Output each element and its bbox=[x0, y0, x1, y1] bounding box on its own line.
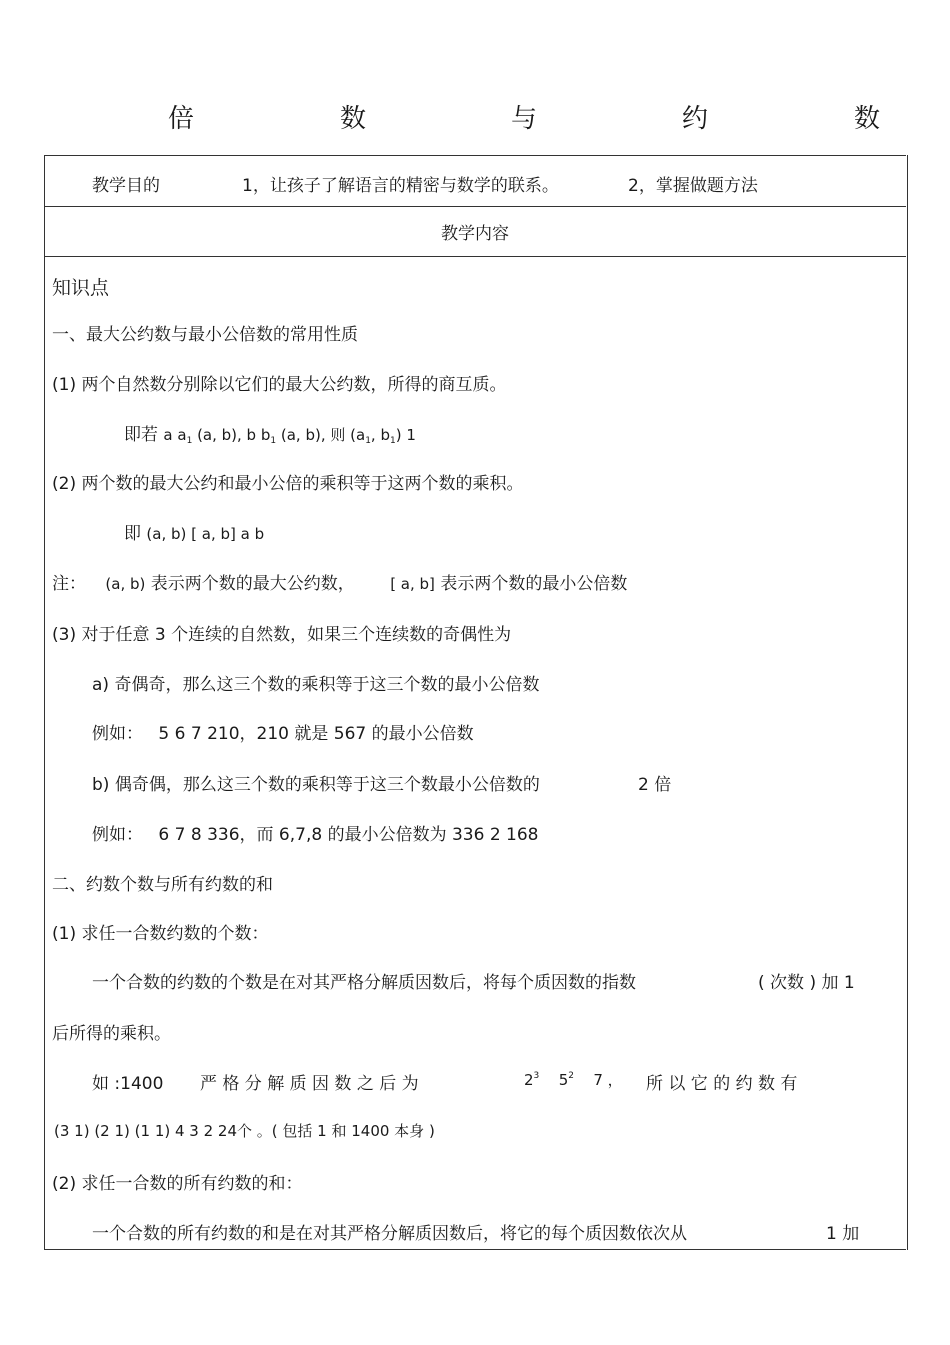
part2-q1-text-tail: ( 次数 ) 加 1 bbox=[758, 973, 855, 993]
part2-q1: (1) 求任一合数约数的个数： bbox=[52, 924, 269, 944]
part1-p3b-example: 例如： 6 7 8 336，而 6,7,8 的最小公倍数为 336 2 168 bbox=[92, 825, 539, 845]
part2-heading: 二、约数个数与所有约数的和 bbox=[52, 875, 273, 895]
part2-example-text: 严 格 分 解 质 因 数 之 后 为 bbox=[200, 1074, 419, 1094]
part2-example: 如 :1400 bbox=[92, 1074, 164, 1094]
part1-heading: 一、最大公约数与最小公倍数的常用性质 bbox=[52, 325, 358, 345]
content-header: 教学内容 bbox=[441, 224, 509, 244]
title-char: 数 bbox=[340, 104, 367, 134]
part2-q1-text: 一个合数的约数的个数是在对其严格分解质因数后，将每个质因数的指数 bbox=[92, 973, 636, 993]
part1-p1-formula: 即若 a $a_1$ (a, b), b $b_1$ (a, b), 则 ($a_1$, $b_1$) 1 bbox=[124, 425, 416, 446]
part1-p2-formula: 即 (a, b) [ a, b] a b bbox=[124, 524, 265, 544]
objective-label: 教学目的 bbox=[92, 176, 160, 196]
table-divider bbox=[44, 206, 906, 207]
part1-p3b-tail: 2 倍 bbox=[638, 775, 672, 795]
part1-p3a: a) 奇偶奇，那么这三个数的乘积等于这三个数的最小公倍数 bbox=[92, 675, 540, 695]
part2-q1-text-cont: 后所得的乘积。 bbox=[52, 1024, 171, 1044]
objective-item-2: 2，掌握做题方法 bbox=[628, 176, 758, 196]
document-title bbox=[0, 98, 950, 138]
part2-q2-text-tail: 1 加 bbox=[826, 1224, 860, 1244]
table-divider bbox=[44, 256, 906, 257]
part1-p1: (1) 两个自然数分别除以它们的最大公约数，所得的商互质。 bbox=[52, 375, 507, 395]
title-char: 与 bbox=[511, 104, 538, 134]
table-border-top bbox=[44, 155, 906, 156]
title-char: 约 bbox=[682, 104, 709, 134]
table-border-bottom bbox=[44, 1249, 906, 1250]
part1-p3: (3) 对于任意 3 个连续的自然数，如果三个连续数的奇偶性为 bbox=[52, 625, 512, 645]
part1-note: 注： (a, b) 表示两个数的最大公约数， [ a, b] 表示两个数的最小公倍数 bbox=[52, 574, 628, 594]
part2-q2: (2) 求任一合数的所有约数的和： bbox=[52, 1174, 303, 1194]
title-char: 倍 bbox=[168, 104, 195, 134]
part1-p2: (2) 两个数的最大公约和最小公倍的乘积等于这两个数的乘积。 bbox=[52, 474, 524, 494]
part1-p3a-example: 例如： 5 6 7 210，210 就是 567 的最小公倍数 bbox=[92, 724, 474, 744]
formula-lead: 即若 bbox=[124, 425, 158, 445]
section-knowledge: 知识点 bbox=[52, 277, 110, 299]
objective-item-1: 1，让孩子了解语言的精密与数学的联系。 bbox=[242, 176, 559, 196]
part2-example-tail: 所 以 它 的 约 数 有 bbox=[646, 1074, 798, 1094]
part2-example-calc: (3 1) (2 1) (1 1) 4 3 2 24个 。( 包括 1 和 1400 本身 ) bbox=[54, 1122, 435, 1140]
title-char: 数 bbox=[854, 104, 881, 134]
part2-q2-text: 一个合数的所有约数的和是在对其严格分解质因数后，将它的每个质因数依次从 bbox=[92, 1224, 687, 1244]
part2-example-formula: $2^3$ $5^2$ 7 ， bbox=[524, 1071, 623, 1089]
part1-p3b: b) 偶奇偶，那么这三个数的乘积等于这三个数最小公倍数的 bbox=[92, 775, 540, 795]
